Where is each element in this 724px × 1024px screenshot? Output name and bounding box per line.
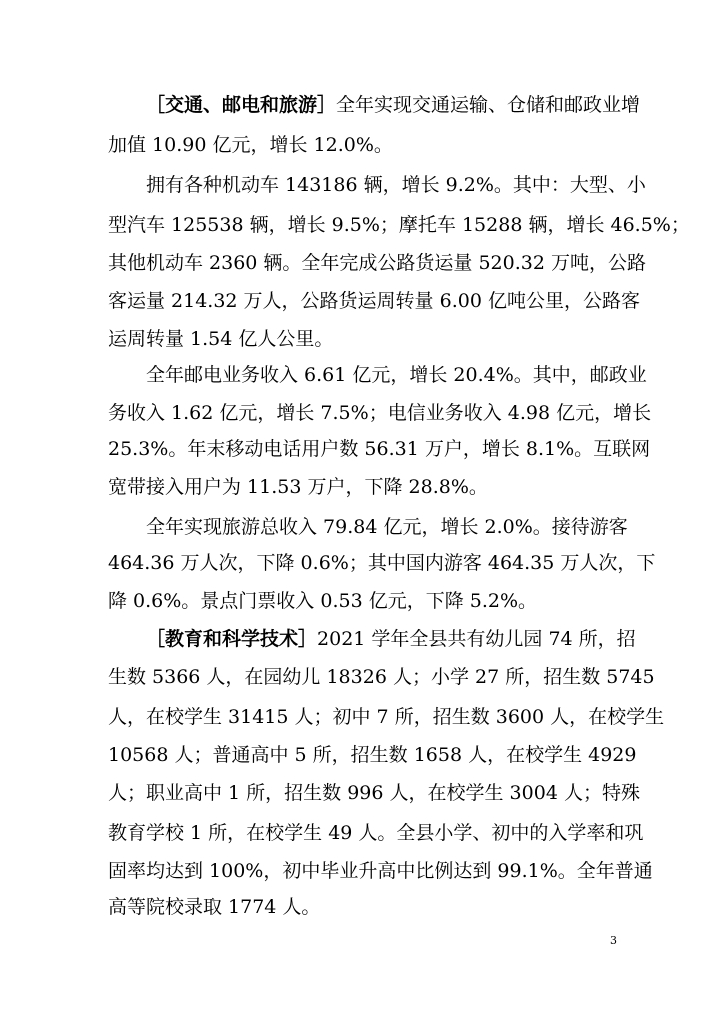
paragraph-text: 全年实现交通运输、仓储和邮政业增 [336,94,641,116]
paragraph-line: 高等院校录取 1774 人。 [108,896,321,918]
section-heading: ［教育和科学技术］ [146,628,318,650]
paragraph-line: 其他机动车 2360 辆。全年完成公路货运量 520.32 万吨，公路 [108,252,646,274]
paragraph-line: 拥有各种机动车 143186 辆，增长 9.2%。其中：大型、小 [146,174,646,196]
paragraph-line: 固率均达到 100%，初中毕业升高中比例达到 99.1%。全年普通 [108,860,653,882]
paragraph-line: 全年邮电业务收入 6.61 亿元，增长 20.4%。其中，邮政业 [146,364,647,386]
paragraph-line [146,621,636,658]
paragraph-text: 2021 学年全县共有幼儿园 74 所，招 [317,628,636,650]
paragraph-line: 生数 5366 人，在园幼儿 18326 人；小学 27 所，招生数 5745 [108,666,655,688]
section-heading: ［交通、邮电和旅游］ [146,94,337,116]
paragraph-line: 10568 人；普通高中 5 所，招生数 1658 人，在校学生 4929 [108,744,637,766]
paragraph-line [146,87,641,124]
paragraph-line: 务收入 1.62 亿元，增长 7.5%；电信业务收入 4.98 亿元，增长 [108,402,652,424]
paragraph-line: 运周转量 1.54 亿人公里。 [108,328,334,350]
page-number: 3 [610,934,617,947]
paragraph-line: 加值 10.90 亿元，增长 12.0%。 [108,134,393,156]
paragraph-line: 人；职业高中 1 所，招生数 996 人，在校学生 3004 人；特殊 [108,782,640,804]
paragraph-line: 型汽车 125538 辆，增长 9.5%；摩托车 15288 辆，增长 46.5%； [108,214,690,236]
paragraph-line: 降 0.6%。景点门票收入 0.53 亿元，下降 5.2%。 [108,590,538,612]
paragraph-line: 全年实现旅游总收入 79.84 亿元，增长 2.0%。接待游客 [146,516,628,538]
paragraph-line: 25.3%。年末移动电话用户数 56.31 万户，增长 8.1%。互联网 [108,438,651,460]
paragraph-line: 人，在校学生 31415 人；初中 7 所，招生数 3600 人，在校学生 [108,706,665,728]
paragraph-line: 宽带接入用户为 11.53 万户，下降 28.8%。 [108,476,488,498]
paragraph-line: 客运量 214.32 万人，公路货运周转量 6.00 亿吨公里，公路客 [108,290,640,312]
paragraph-line: 464.36 万人次，下降 0.6%；其中国内游客 464.35 万人次，下 [108,552,656,574]
paragraph-line: 教育学校 1 所，在校学生 49 人。全县小学、初中的入学率和巩 [108,822,644,844]
